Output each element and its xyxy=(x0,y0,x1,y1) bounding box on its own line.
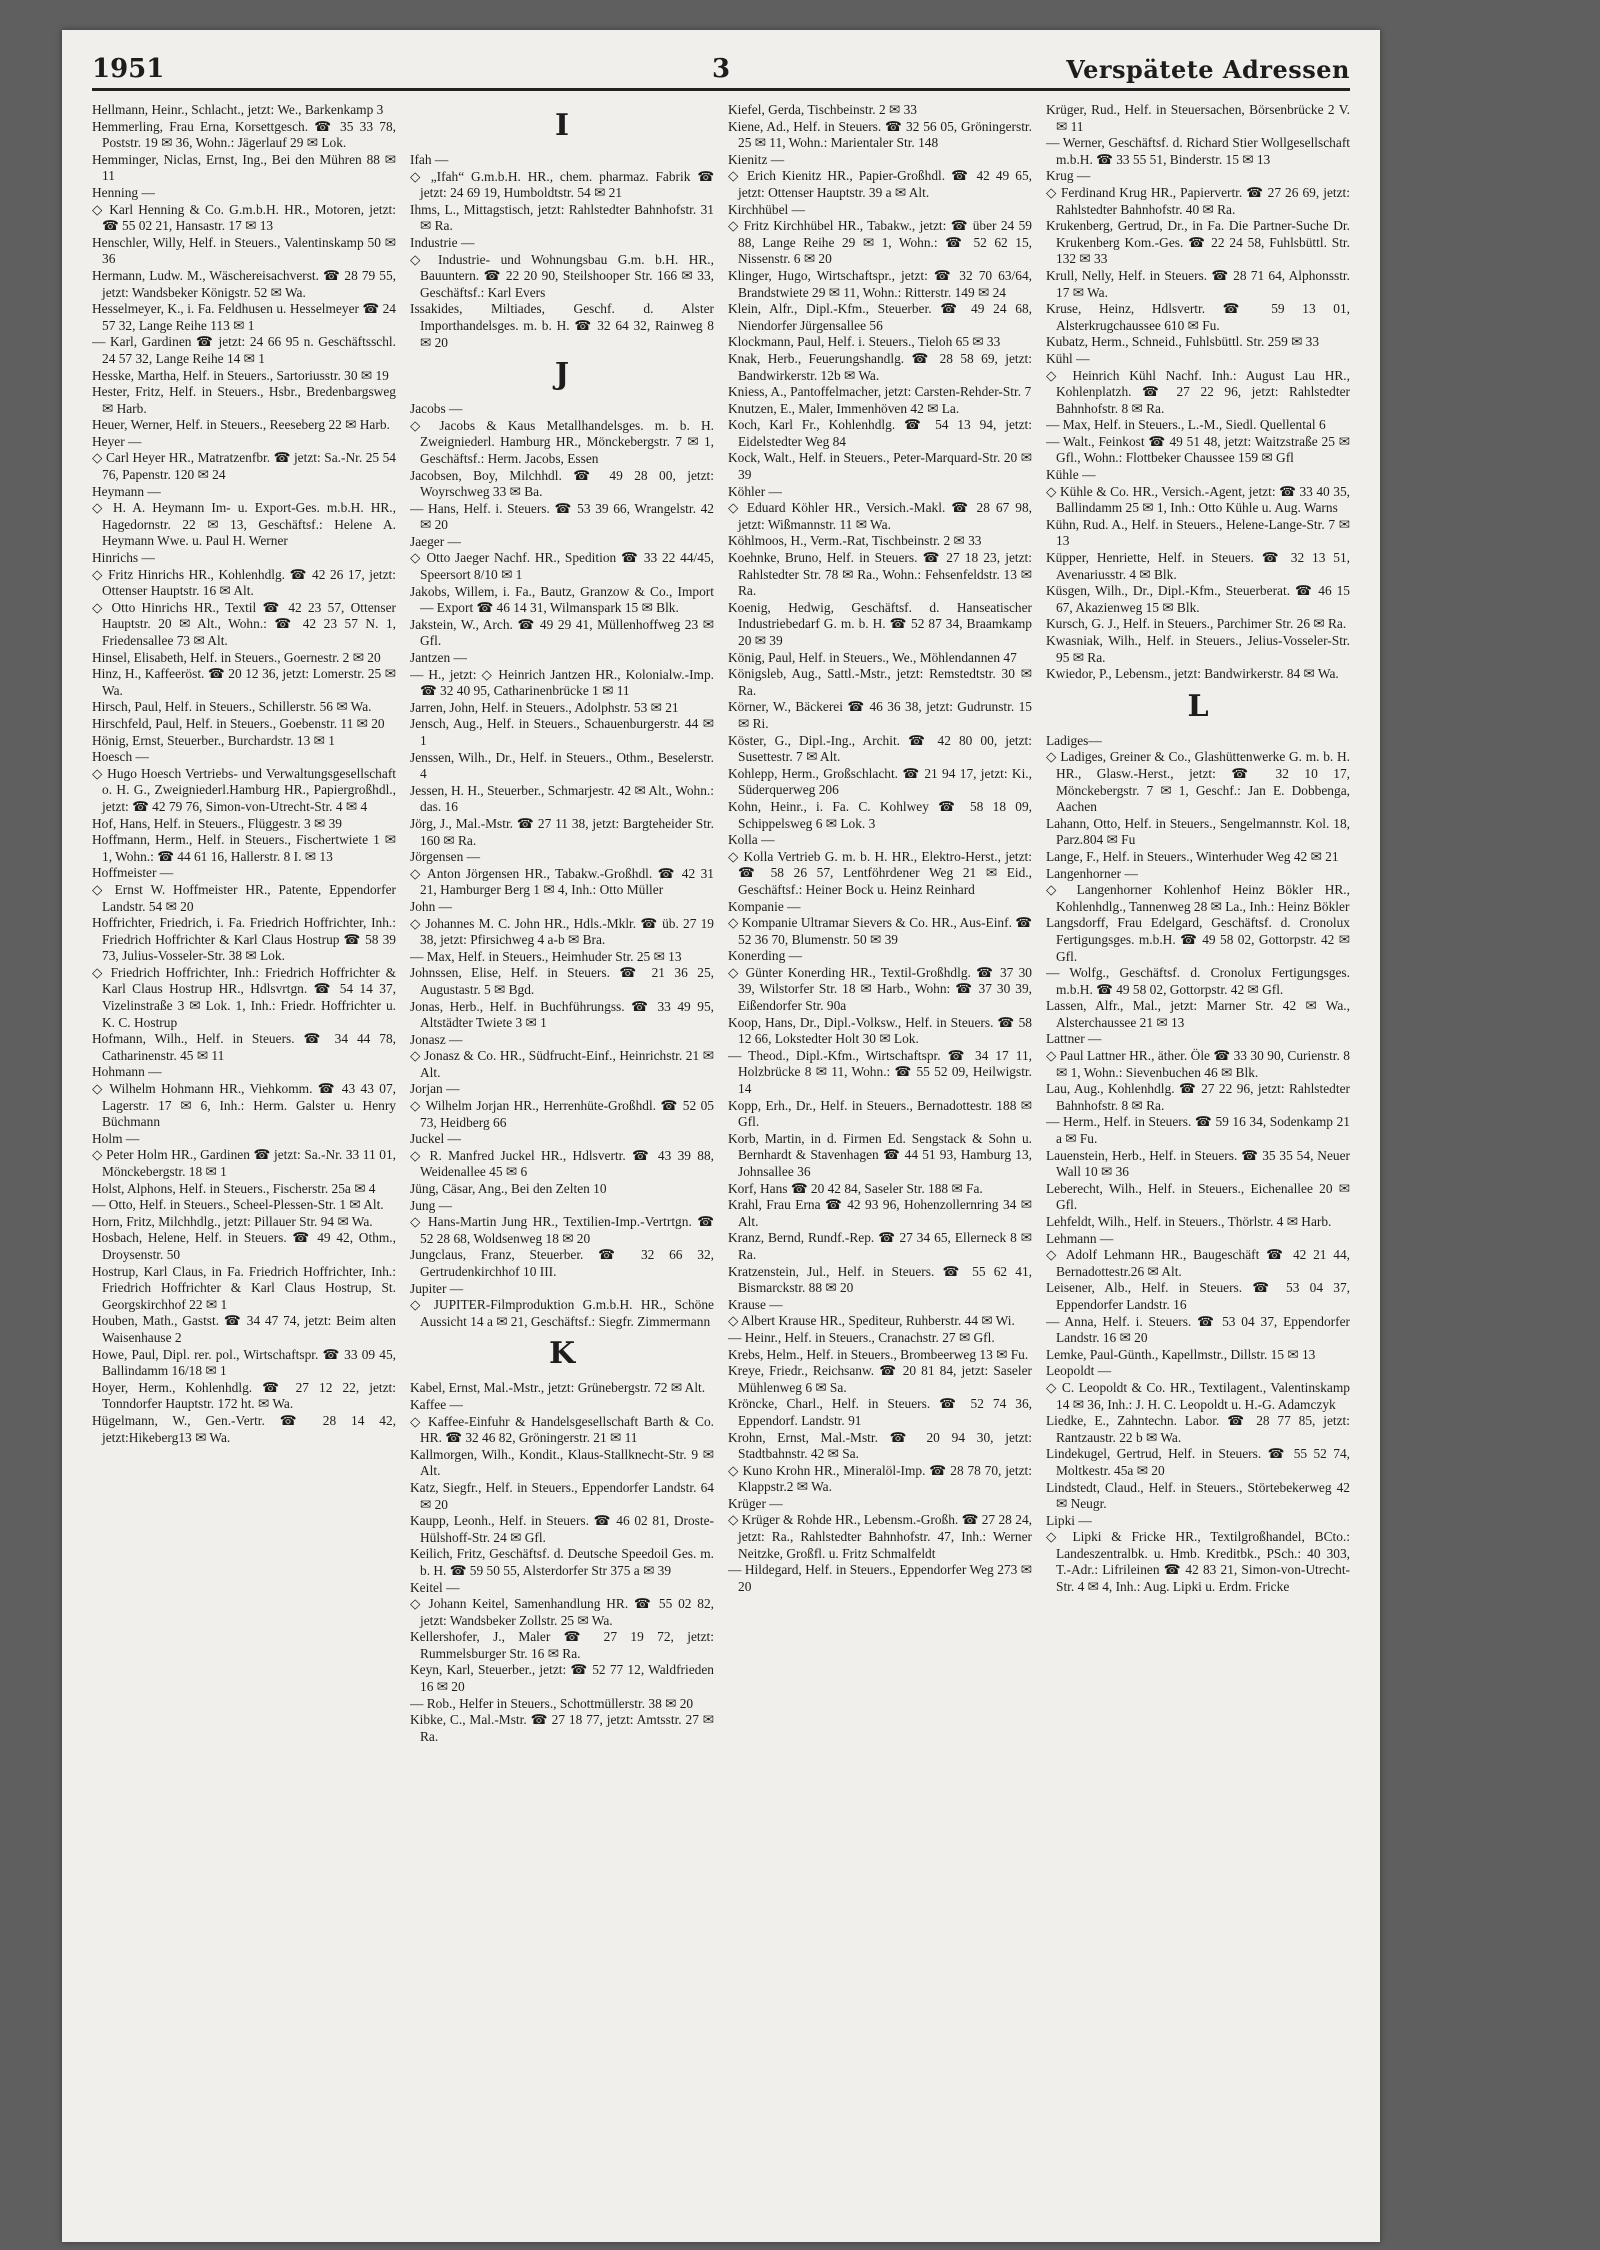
directory-entry: Johnssen, Elise, Helf. in Steuers. ☎ 21 36 25, Augustastr. 5 ✉ Bgd. xyxy=(410,965,714,997)
directory-entry: Hoesch — xyxy=(92,749,149,765)
directory-entry: Köhlmoos, H., Verm.-Rat, Tischbeinstr. 2 ✉ 33 xyxy=(728,533,982,549)
directory-entry: Langenhorner — xyxy=(1046,865,1138,881)
directory-entry: Jensch, Aug., Helf. in Steuers., Schauenburgerstr. 44 ✉ 1 xyxy=(410,716,714,748)
directory-entry: Jacobsen, Boy, Milchhdl. ☎ 49 28 00, jetzt: Woyrschweg 33 ✉ Ba. xyxy=(410,467,714,500)
directory-entry: — Anna, Helf. i. Steuers. ☎ 53 04 37, Eppendorfer Landstr. 16 ✉ 20 xyxy=(1046,1313,1350,1346)
directory-entry: ◇ Kolla Vertrieb G. m. b. H. HR., Elektro-Herst., jetzt: ☎ 58 26 57, Lentföhrdener Weg 21 ✉ Eid., Geschäftsf.: Heiner Bock u. Heinz Reinhard xyxy=(728,848,1032,897)
directory-entry: — Heinr., Helf. in Steuers., Cranachstr. 27 ✉ Gfl. xyxy=(728,1329,995,1345)
directory-entry: ◇ Kompanie Ultramar Sievers & Co. HR., Aus-Einf. ☎ 52 36 70, Blumenstr. 50 ✉ 39 xyxy=(728,915,1032,947)
directory-entry: — Hans, Helf. i. Steuers. ☎ 53 39 66, Wrangelstr. 42 ✉ 20 xyxy=(410,500,714,533)
directory-entry: ◇ Johann Keitel, Samenhandlung HR. ☎ 55 02 82, jetzt: Wandsbeker Zollstr. 25 ✉ Wa. xyxy=(410,1596,714,1628)
directory-entry: Korb, Martin, in d. Firmen Ed. Sengstack & Sohn u. Bernhardt & Stavenhagen ☎ 44 51 93, Hamburg 13, Johnsallee 36 xyxy=(728,1130,1032,1179)
directory-entry: Hofmann, Wilh., Helf. in Steuers. ☎ 34 44 78, Catharinenstr. 45 ✉ 11 xyxy=(92,1031,396,1063)
directory-entry: ◇ Otto Hinrichs HR., Textil ☎ 42 23 57, Ottenser Hauptstr. 20 ✉ Alt., Wohn.: ☎ 42 23 57 N. 1, Friedensallee 73 ✉ Alt. xyxy=(92,599,396,648)
directory-entry: — H., jetzt: ◇ Heinrich Jantzen HR., Kolonialw.-Imp. ☎ 32 40 95, Catharinenbrücke 1 ✉ 11 xyxy=(410,666,714,699)
directory-columns xyxy=(92,102,1350,2222)
directory-entry: Kompanie — xyxy=(728,898,801,914)
section-letter: L xyxy=(1187,688,1209,724)
directory-entry: Houben, Math., Gastst. ☎ 34 47 74, jetzt: Beim alten Waisenhause 2 xyxy=(92,1313,396,1345)
directory-entry: Kabel, Ernst, Mal.-Mstr., jetzt: Grünebergstr. 72 ✉ Alt. xyxy=(410,1380,706,1396)
directory-entry: ◇ Heinrich Kühl Nachf. Inh.: August Lau HR., Kohlenplatzh. ☎ 27 22 96, jetzt: Rahlstedter Bahnhofstr. 8 ✉ Ra. xyxy=(1046,367,1350,416)
directory-entry: Hoyer, Herm., Kohlenhdlg. ☎ 27 12 22, jetzt: Tonndorfer Hauptstr. 172 ht. ✉ Wa. xyxy=(92,1379,396,1412)
directory-entry: ◇ Jacobs & Kaus Metallhandelsges. m. b. H. Zweigniederl. Hamburg HR., Mönckebergstr. 7 ✉ 1, Geschäftsf.: Herm. Jacobs, Essen xyxy=(410,417,714,466)
directory-entry: Klockmann, Paul, Helf. i. Steuers., Tieloh 65 ✉ 33 xyxy=(728,334,1001,350)
directory-entry: Koch, Karl Fr., Kohlenhdlg. ☎ 54 13 94, jetzt: Eidelstedter Weg 84 xyxy=(728,417,1032,449)
directory-entry: Heymann — xyxy=(92,483,161,499)
directory-entry: Lemke, Paul-Günth., Kapellmstr., Dillstr. 15 ✉ 13 xyxy=(1046,1346,1316,1362)
directory-entry: Hosbach, Helene, Helf. in Steuers. ☎ 49 42, Othm., Droysenstr. 50 xyxy=(92,1230,396,1262)
directory-entry: Kniess, A., Pantoffelmacher, jetzt: Carsten-Rehder-Str. 7 xyxy=(728,384,1032,400)
directory-entry: ◇ Eduard Köhler HR., Versich.-Makl. ☎ 28 67 98, jetzt: Wißmannstr. 11 ✉ Wa. xyxy=(728,500,1032,532)
directory-entry: Hesske, Martha, Helf. in Steuers., Sartoriusstr. 30 ✉ 19 xyxy=(92,367,389,383)
directory-entry: Lindstedt, Claud., Helf. in Steuers., Störtebekerweg 42 ✉ Neugr. xyxy=(1046,1479,1350,1512)
directory-entry: Küpper, Henriette, Helf. in Steuers. ☎ 32 13 51, Avenariusstr. 4 ✉ Blk. xyxy=(1046,550,1350,582)
directory-entry: Hester, Fritz, Helf. in Steuers., Hsbr., Bredenbargsweg ✉ Harb. xyxy=(92,384,396,416)
directory-entry: Hoffmann, Herm., Helf. in Steuers., Fischertwiete 1 ✉ 1, Wohn.: ☎ 44 61 16, Hallerstr. 8 I. ✉ 13 xyxy=(92,832,396,864)
directory-entry: Hof, Hans, Helf. in Steuers., Flüggestr. 3 ✉ 39 xyxy=(92,815,342,831)
directory-entry: ◇ Ferdinand Krug HR., Papiervertr. ☎ 27 26 69, jetzt: Rahlstedter Bahnhofstr. 40 ✉ Ra. xyxy=(1046,184,1350,217)
directory-entry: Liedke, E., Zahntechn. Labor. ☎ 28 77 85, jetzt: Rantzaustr. 22 b ✉ Wa. xyxy=(1046,1413,1350,1445)
directory-entry: Körner, W., Bäckerei ☎ 46 36 38, jetzt: Gudrunstr. 15 ✉ Ri. xyxy=(728,699,1032,731)
directory-entry: — Max, Helf. in Steuers., L.-M., Siedl. Quellental 6 xyxy=(1046,417,1326,433)
directory-entry: Lehmann — xyxy=(1046,1230,1114,1246)
directory-entry: Jessen, H. H., Steuerber., Schmarjestr. 42 ✉ Alt., Wohn.: das. 16 xyxy=(410,782,714,815)
directory-entry: — Otto, Helf. in Steuers., Scheel-Plessen-Str. 1 ✉ Alt. xyxy=(92,1197,384,1213)
directory-entry: Jupiter — xyxy=(410,1280,464,1296)
directory-entry: Leopoldt — xyxy=(1046,1363,1112,1379)
directory-entry: ◇ Lipki & Fricke HR., Textilgroßhandel, BCto.: Landeszentralbk. u. Hmb. Kreditbk., PSch.: 40 303, T.-Adr.: Lifrileinen ☎ 42 83 21, Simon-von-Utrecht-Str. 4 ✉ 4, Inh.: Aug. Lipki u. Erdm. Fricke xyxy=(1046,1529,1350,1595)
column-1 xyxy=(92,102,396,2222)
directory-entry: Horn, Fritz, Milchhdlg., jetzt: Pillauer Str. 94 ✉ Wa. xyxy=(92,1213,373,1229)
directory-entry: ◇ H. A. Heymann Im- u. Export-Ges. m.b.H. HR., Hagedornstr. 22 ✉ 13, Geschäftsf.: Helene A. Heymann Wwe. u. Paul H. Werner xyxy=(92,500,396,549)
directory-entry: Heyer — xyxy=(92,433,142,449)
directory-entry: Krüger, Rud., Helf. in Steuersachen, Börsenbrücke 2 V. ✉ 11 xyxy=(1046,102,1350,134)
directory-entry: Jacobs — xyxy=(410,401,463,417)
directory-entry: Juckel — xyxy=(410,1131,461,1147)
directory-entry: Lipki — xyxy=(1046,1512,1092,1528)
directory-entry: ◇ Kuno Krohn HR., Mineralöl-Imp. ☎ 28 78 70, jetzt: Klappstr.2 ✉ Wa. xyxy=(728,1462,1032,1495)
directory-entry: Krull, Nelly, Helf. in Steuers. ☎ 28 71 64, Alphonsstr. 17 ✉ Wa. xyxy=(1046,267,1350,300)
directory-entry: Jonasz — xyxy=(410,1031,463,1047)
directory-entry: Kühn, Rud. A., Helf. in Steuers., Helene-Lange-Str. 7 ✉ 13 xyxy=(1046,516,1350,549)
directory-entry: Jonas, Herb., Helf. in Buchführungss. ☎ 33 49 95, Altstädter Twiete 3 ✉ 1 xyxy=(410,998,714,1031)
directory-entry: ◇ Karl Henning & Co. G.m.b.H. HR., Motoren, jetzt: ☎ 55 02 21, Hansastr. 17 ✉ 13 xyxy=(92,201,396,234)
directory-page xyxy=(62,30,1380,2242)
directory-entry: Kallmorgen, Wilh., Kondit., Klaus-Stallknecht-Str. 9 ✉ Alt. xyxy=(410,1446,714,1479)
directory-entry: Keyn, Karl, Steuerber., jetzt: ☎ 52 77 12, Waldfrieden 16 ✉ 20 xyxy=(410,1662,714,1695)
section-letter: K xyxy=(548,1336,576,1372)
directory-entry: — Karl, Gardinen ☎ jetzt: 24 66 95 n. Geschäftsschl. 24 57 32, Lange Reihe 14 ✉ 1 xyxy=(92,334,396,366)
directory-entry: — Max, Helf. in Steuers., Heimhuder Str. 25 ✉ 13 xyxy=(410,948,682,964)
directory-entry: Hoffmeister — xyxy=(92,865,174,881)
directory-entry: Köhler — xyxy=(728,483,782,499)
directory-entry: ◇ R. Manfred Juckel HR., Hdlsvertr. ☎ 43 39 88, Weidenallee 45 ✉ 6 xyxy=(410,1147,714,1180)
directory-entry: Klein, Alfr., Dipl.-Kfm., Steuerber. ☎ 49 24 68, Niendorfer Jürgensallee 56 xyxy=(728,301,1032,333)
directory-entry: Hohmann — xyxy=(92,1064,162,1080)
directory-entry: ◇ „Ifah“ G.m.b.H. HR., chem. pharmaz. Fabrik ☎ jetzt: 24 69 19, Humboldtstr. 54 ✉ 21 xyxy=(410,168,714,201)
directory-entry: Knutzen, E., Maler, Immenhöven 42 ✉ La. xyxy=(728,400,960,416)
directory-entry: Keilich, Fritz, Geschäftsf. d. Deutsche Speedoil Ges. m. b. H. ☎ 59 50 55, Alsterdorfer Str 375 a ✉ 39 xyxy=(410,1546,714,1578)
directory-entry: ◇ Carl Heyer HR., Matratzenfbr. ☎ jetzt: Sa.-Nr. 25 54 76, Papenstr. 120 ✉ 24 xyxy=(92,450,396,483)
directory-entry: Kubatz, Herm., Schneid., Fuhlsbüttl. Str. 259 ✉ 33 xyxy=(1046,334,1320,350)
directory-entry: Kolla — xyxy=(728,832,775,848)
directory-entry: Issakides, Miltiades, Geschf. d. Alster Importhandelsges. m. b. H. ☎ 32 64 32, Rainweg 8 ✉ 20 xyxy=(410,301,714,350)
directory-entry: Hinsel, Elisabeth, Helf. in Steuers., Goernestr. 2 ✉ 20 xyxy=(92,649,381,665)
directory-entry: Leberecht, Wilh., Helf. in Steuers., Eichenallee 20 ✉ Gfl. xyxy=(1046,1180,1350,1213)
directory-entry: Jakstein, W., Arch. ☎ 49 29 41, Müllenhoffweg 23 ✉ Gfl. xyxy=(410,616,714,649)
directory-entry: Hönig, Ernst, Steuerber., Burchardstr. 13 ✉ 1 xyxy=(92,732,335,748)
directory-entry: Ladiges— xyxy=(1046,732,1102,748)
directory-entry: Holst, Alphons, Helf. in Steuers., Fischerstr. 25a ✉ 4 xyxy=(92,1180,376,1196)
directory-entry: Jungclaus, Franz, Steuerber. ☎ 32 66 32, Gertrudenkirchhof 10 III. xyxy=(410,1247,714,1279)
directory-entry: Hostrup, Karl Claus, in Fa. Friedrich Hoffrichter, Inh.: Friedrich Hoffrichter & Karl Claus Hostrup, St. Georgskirchhof 22 ✉ 1 xyxy=(92,1263,396,1312)
page-year: 1951 xyxy=(92,54,165,84)
directory-entry: Hinrichs — xyxy=(92,550,155,566)
directory-entry: Lindekugel, Gertrud, Helf. in Steuers. ☎ 55 52 74, Moltkestr. 45a ✉ 20 xyxy=(1046,1446,1350,1478)
directory-entry: — Wolfg., Geschäftsf. d. Cronolux Fertigungsges. m.b.H. ☎ 49 58 02, Gottorpstr. 42 ✉ Gfl. xyxy=(1046,965,1350,997)
directory-entry: Heuer, Werner, Helf. in Steuers., Reeseberg 22 ✉ Harb. xyxy=(92,417,390,433)
directory-entry: Krause — xyxy=(728,1296,783,1312)
directory-entry: Henschler, Willy, Helf. in Steuers., Valentinskamp 50 ✉ 36 xyxy=(92,234,396,267)
directory-entry: Kranz, Bernd, Rundf.-Rep. ☎ 27 34 65, Ellerneck 8 ✉ Ra. xyxy=(728,1230,1032,1262)
directory-entry: Knak, Herb., Feuerungshandlg. ☎ 28 58 69, jetzt: Bandwirkerstr. 12b ✉ Wa. xyxy=(728,350,1032,383)
directory-entry: Hemmerling, Frau Erna, Korsettgesch. ☎ 35 33 78, Poststr. 19 ✉ 36, Wohn.: Jägerlauf 29 ✉ Lok. xyxy=(92,118,396,151)
directory-entry: Industrie — xyxy=(410,234,475,250)
directory-entry: Lattner — xyxy=(1046,1031,1102,1047)
directory-entry: Kiene, Ad., Helf. in Steuers. ☎ 32 56 05, Gröningerstr. 25 ✉ 11, Wohn.: Marientaler Str. 148 xyxy=(728,118,1032,151)
directory-entry: Königsleb, Aug., Sattl.-Mstr., jetzt: Remstedtstr. 30 ✉ Ra. xyxy=(728,666,1032,698)
column-2 xyxy=(410,102,714,2222)
directory-entry: Jarren, John, Helf. in Steuers., Adolphstr. 53 ✉ 21 xyxy=(410,699,679,715)
section-title: Verspätete Adressen xyxy=(1066,55,1350,84)
directory-entry: Kock, Walt., Helf. in Steuers., Peter-Marquard-Str. 20 ✉ 39 xyxy=(728,450,1032,483)
directory-entry: Ifah — xyxy=(410,152,449,167)
directory-entry: Lassen, Alfr., Mal., jetzt: Marner Str. 42 ✉ Wa., Alsterchaussee 21 ✉ 13 xyxy=(1046,998,1350,1030)
directory-entry: Lehfeldt, Wilh., Helf. in Steuers., Thörlstr. 4 ✉ Harb. xyxy=(1046,1214,1332,1229)
directory-entry: Kirchhübel — xyxy=(728,201,805,217)
directory-entry: ◇ Anton Jörgensen HR., Tabakw.-Großhdl. ☎ 42 31 21, Hamburger Berg 1 ✉ 4, Inh.: Otto Müller xyxy=(410,865,714,898)
directory-entry: ◇ Wilhelm Hohmann HR., Viehkomm. ☎ 43 43 07, Lagerstr. 17 ✉ 6, Inh.: Herm. Galster u. Henry Büchmann xyxy=(92,1081,396,1130)
directory-entry: Krohn, Ernst, Mal.-Mstr. ☎ 20 94 30, jetzt: Stadtbahnstr. 42 ✉ Sa. xyxy=(728,1429,1032,1462)
directory-entry: ◇ JUPITER-Filmproduktion G.m.b.H. HR., Schöne Aussicht 14 a ✉ 21, Geschäftsf.: Siegfr. Zimmermann xyxy=(410,1297,714,1329)
directory-entry: Jorjan — xyxy=(410,1081,460,1097)
directory-entry: — Hildegard, Helf. in Steuers., Eppendorfer Weg 273 ✉ 20 xyxy=(728,1562,1032,1594)
section-letter: I xyxy=(554,108,570,143)
directory-entry: Keitel — xyxy=(410,1579,460,1595)
directory-entry: John — xyxy=(410,898,453,914)
directory-entry: ◇ Paul Lattner HR., äther. Öle ☎ 33 30 90, Curienstr. 8 ✉ 1, Wohn.: Sievenbuchen 46 ✉ Blk. xyxy=(1046,1048,1350,1080)
directory-entry: Hirschfeld, Paul, Helf. in Steuers., Goebenstr. 11 ✉ 20 xyxy=(92,715,385,731)
column-3 xyxy=(728,102,1032,2222)
directory-entry: Kopp, Erh., Dr., Helf. in Steuers., Bernadottestr. 188 ✉ Gfl. xyxy=(728,1097,1032,1130)
directory-entry: — Theod., Dipl.-Kfm., Wirtschaftspr. ☎ 34 17 11, Holzbrücke 8 ✉ 11, Wohn.: ☎ 55 52 09, Heilwigstr. 14 xyxy=(728,1047,1032,1097)
directory-entry: König, Paul, Helf. in Steuers., We., Möhlendannen 47 xyxy=(728,649,1017,665)
directory-entry: ◇ Krüger & Rohde HR., Lebensm.-Großh. ☎ 27 28 24, jetzt: Ra., Rahlstedter Bahnhofstr. 47, Inh.: Werner Neitzke, Großfl. u. Fritz Schmalfeldt xyxy=(728,1512,1032,1561)
directory-entry: Kursch, G. J., Helf. in Steuers., Parchimer Str. 26 ✉ Ra. xyxy=(1046,616,1347,632)
directory-entry: ◇ Industrie- und Wohnungsbau G.m. b.H. HR., Bauuntern. ☎ 22 20 90, Steilshooper Str. 166 ✉ 33, Geschäftsf.: Karl Evers xyxy=(410,251,714,300)
directory-entry: Kühl — xyxy=(1046,350,1090,366)
directory-entry: Lahann, Otto, Helf. in Steuers., Sengelmannstr. Kol. 18, Parz.804 ✉ Fu xyxy=(1046,815,1350,848)
directory-entry: Hellmann, Heinr., Schlacht., jetzt: We., Barkenkamp 3 xyxy=(92,102,384,117)
directory-entry: Hoffrichter, Friedrich, i. Fa. Friedrich Hoffrichter, Inh.: Friedrich Hoffrichter & Karl Claus Hostrup ☎ 58 39 73, Julius-Vosseler-Str. 38 ✉ Lok. xyxy=(92,915,396,964)
directory-entry: Konerding — xyxy=(728,948,803,964)
directory-entry: ◇ Johannes M. C. John HR., Hdls.-Mklr. ☎ üb. 27 19 38, jetzt: Pfirsichweg 4 a-b ✉ Bra. xyxy=(410,915,714,948)
directory-entry: ◇ Hugo Hoesch Vertriebs- und Verwaltungsgesellschaft o. H. G., Zweigniederl.Hamburg HR., Papiergroßhdl., jetzt: ☎ 42 79 76, Simon-von-Utrecht-Str. 4 ✉ 4 xyxy=(92,765,396,814)
directory-entry: Krahl, Frau Erna ☎ 42 93 96, Hohenzollernring 34 ✉ Alt. xyxy=(728,1197,1032,1229)
directory-entry: ◇ Kühle & Co. HR., Versich.-Agent, jetzt: ☎ 33 40 35, Ballindamm 25 ✉ 1, Inh.: Otto Kühle u. Aug. Warns xyxy=(1046,483,1350,516)
directory-entry: Kohn, Heinr., i. Fa. C. Kohlwey ☎ 58 18 09, Schippelsweg 6 ✉ Lok. 3 xyxy=(728,798,1032,831)
directory-entry: Korf, Hans ☎ 20 42 84, Saseler Str. 188 ✉ Fa. xyxy=(728,1180,983,1196)
page-header xyxy=(92,48,1350,91)
directory-entry: Küsgen, Wilh., Dr., Dipl.-Kfm., Steuerberat. ☎ 46 15 67, Akazienweg 15 ✉ Blk. xyxy=(1046,583,1350,615)
directory-entry: ◇ Hans-Martin Jung HR., Textilien-Imp.-Vertrtgn. ☎ 52 28 68, Woldsenweg 18 ✉ 20 xyxy=(410,1214,714,1246)
directory-entry: Hügelmann, W., Gen.-Vertr. ☎ 28 14 42, jetzt:Hikeberg13 ✉ Wa. xyxy=(92,1412,396,1445)
directory-entry: Kellershofer, J., Maler ☎ 27 19 72, jetzt: Rummelsburger Str. 16 ✉ Ra. xyxy=(410,1629,714,1661)
directory-entry: ◇ Ladiges, Greiner & Co., Glashüttenwerke G. m. b. H. HR., Glasw.-Herst., jetzt: ☎ 32 10 17, Mönckebergstr. 7 ✉ 1, Geschf.: Jan E. Dobbenga, Aachen xyxy=(1046,749,1350,815)
directory-entry: ◇ Fritz Kirchhübel HR., Tabakw., jetzt: ☎ über 24 59 88, Lange Reihe 29 ✉ 1, Wohn.: ☎ 52 62 15, Nissenstr. 6 ✉ 20 xyxy=(728,218,1032,267)
directory-entry: Kaupp, Leonh., Helf. in Steuers. ☎ 46 02 81, Droste-Hülshoff-Str. 24 ✉ Gfl. xyxy=(410,1513,714,1545)
directory-entry: Jenssen, Wilh., Dr., Helf. in Steuers., Othm., Beselerstr. 4 xyxy=(410,749,714,782)
directory-entry: Lau, Aug., Kohlenhdlg. ☎ 27 22 96, jetzt: Rahlstedter Bahnhofstr. 8 ✉ Ra. xyxy=(1046,1081,1350,1113)
directory-entry: ◇ Fritz Hinrichs HR., Kohlenhdlg. ☎ 42 26 17, jetzt: Ottenser Hauptstr. 16 ✉ Alt. xyxy=(92,566,396,599)
directory-entry: Kiefel, Gerda, Tischbeinstr. 2 ✉ 33 xyxy=(728,102,917,117)
directory-entry: Jaeger — xyxy=(410,533,461,549)
directory-entry: Kibke, C., Mal.-Mstr. ☎ 27 18 77, jetzt: Amtsstr. 27 ✉ Ra. xyxy=(410,1712,714,1744)
directory-entry: ◇ Kaffee-Einfuhr & Handelsgesellschaft Barth & Co. HR. ☎ 32 46 82, Gröningerstr. 21 ✉ 11 xyxy=(410,1413,714,1446)
directory-entry: Hinz, H., Kaffeeröst. ☎ 20 12 36, jetzt: Lomerstr. 25 ✉ Wa. xyxy=(92,666,396,698)
directory-entry: Koehnke, Bruno, Helf. in Steuers. ☎ 27 18 23, jetzt: Rahlstedter Str. 78 ✉ Ra., Wohn.: Fehsenfeldstr. 13 ✉ Ra. xyxy=(728,550,1032,599)
directory-entry: Kaffee — xyxy=(410,1396,463,1412)
column-4 xyxy=(1046,102,1350,2222)
directory-entry: — Walt., Feinkost ☎ 49 51 48, jetzt: Waitzstraße 25 ✉ Gfl., Wohn.: Flottbeker Chaussee 159 ✉ Gfl xyxy=(1046,433,1350,466)
directory-entry: Katz, Siegfr., Helf. in Steuers., Eppendorfer Landstr. 64 ✉ 20 xyxy=(410,1479,714,1512)
directory-entry: Howe, Paul, Dipl. rer. pol., Wirtschaftspr. ☎ 33 09 45, Ballindamm 16/18 ✉ 1 xyxy=(92,1346,396,1379)
directory-entry: Jüng, Cäsar, Ang., Bei den Zelten 10 xyxy=(410,1181,607,1197)
directory-entry: Hesselmeyer, K., i. Fa. Feldhusen u. Hesselmeyer ☎ 24 57 32, Lange Reihe 113 ✉ 1 xyxy=(92,301,396,333)
directory-entry: Jörg, J., Mal.-Mstr. ☎ 27 11 38, jetzt: Bargteheider Str. 160 ✉ Ra. xyxy=(410,815,714,848)
directory-entry: Koenig, Hedwig, Geschäftsf. d. Hanseatischer Industriebedarf G. m. b. H. ☎ 52 87 34, Braamkamp 20 ✉ 39 xyxy=(728,599,1032,648)
directory-entry: Hermann, Ludw. M., Wäschereisachverst. ☎ 28 79 55, jetzt: Wandsbeker Königstr. 52 ✉ Wa. xyxy=(92,267,396,300)
directory-entry: Holm — xyxy=(92,1130,140,1146)
directory-entry: Köster, G., Dipl.-Ing., Archit. ☎ 42 80 00, jetzt: Susettestr. 7 ✉ Alt. xyxy=(728,732,1032,765)
directory-entry: Kruse, Heinz, Hdlsvertr. ☎ 59 13 01, Alsterkrugchaussee 610 ✉ Fu. xyxy=(1046,301,1350,333)
section-letter: J xyxy=(554,357,570,393)
directory-entry: Jakobs, Willem, i. Fa., Bautz, Granzow & Co., Import — Export ☎ 46 14 31, Wilmanspark 15 ✉ Blk. xyxy=(410,583,714,616)
directory-entry: ◇ Adolf Lehmann HR., Baugeschäft ☎ 42 21 44, Bernadottestr.26 ✉ Alt. xyxy=(1046,1247,1350,1279)
directory-entry: Krug — xyxy=(1046,168,1091,184)
directory-entry: Ihms, L., Mittagstisch, jetzt: Rahlstedter Bahnhofstr. 31 ✉ Ra. xyxy=(410,201,714,234)
directory-entry: ◇ Peter Holm HR., Gardinen ☎ jetzt: Sa.-Nr. 33 11 01, Mönckebergstr. 18 ✉ 1 xyxy=(92,1147,396,1179)
directory-entry: Klinger, Hugo, Wirtschaftspr., jetzt: ☎ 32 70 63/64, Brandstwiete 29 ✉ 11, Wohn.: Ritterstr. 149 ✉ 24 xyxy=(728,267,1032,300)
directory-entry: Kröncke, Charl., Helf. in Steuers. ☎ 52 74 36, Eppendorf. Landstr. 91 xyxy=(728,1396,1032,1428)
directory-entry: Kienitz — xyxy=(728,151,785,167)
directory-entry: Kwiedor, P., Lebensm., jetzt: Bandwirkerstr. 84 ✉ Wa. xyxy=(1046,666,1339,682)
directory-entry: ◇ Langenhorner Kohlenhof Heinz Bökler HR., Kohlenhdlg., Tannenweg 28 ✉ La., Inh.: Heinz Bökler xyxy=(1046,882,1350,914)
directory-entry: ◇ C. Leopoldt & Co. HR., Textilagent., Valentinskamp 14 ✉ 36, Inh.: J. H. C. Leopoldt u. H.-G. Adamczyk xyxy=(1046,1379,1350,1412)
directory-entry: Lauenstein, Herb., Helf. in Steuers. ☎ 35 35 54, Neuer Wall 10 ✉ 36 xyxy=(1046,1147,1350,1180)
directory-entry: ◇ Otto Jaeger Nachf. HR., Spedition ☎ 33 22 44/45, Speersort 8/10 ✉ 1 xyxy=(410,550,714,583)
directory-entry: Hirsch, Paul, Helf. in Steuers., Schillerstr. 56 ✉ Wa. xyxy=(92,699,372,715)
directory-entry: Kühle — xyxy=(1046,467,1096,483)
directory-entry: ◇ Wilhelm Jorjan HR., Herrenhüte-Großhdl. ☎ 52 05 73, Heidberg 66 xyxy=(410,1098,714,1130)
directory-entry: Krebs, Helm., Helf. in Steuers., Brombeerweg 13 ✉ Fu. xyxy=(728,1346,1029,1362)
directory-entry: ◇ Albert Krause HR., Spediteur, Ruhberstr. 44 ✉ Wi. xyxy=(728,1313,1015,1329)
page-number: 3 xyxy=(711,54,731,84)
directory-entry: Kreye, Friedr., Reichsanw. ☎ 20 81 84, jetzt: Saseler Mühlenweg 6 ✉ Sa. xyxy=(728,1363,1032,1395)
directory-entry: — Herm., Helf. in Steuers. ☎ 59 16 34, Sodenkamp 21 a ✉ Fu. xyxy=(1046,1114,1350,1147)
directory-entry: Jantzen — xyxy=(410,650,467,666)
directory-entry: Jung — xyxy=(410,1197,453,1213)
directory-entry: ◇ Ernst W. Hoffmeister HR., Patente, Eppendorfer Landstr. 54 ✉ 20 xyxy=(92,881,396,914)
directory-entry: ◇ Friedrich Hoffrichter, Inh.: Friedrich Hoffrichter & Karl Claus Hostrup HR., Hdlsvrtgn. ☎ 54 14 37, Vizelinstraße 3 ✉ Lok. 1, Inh.: Friedr. Hoffrichter u. K. C. Hostrup xyxy=(92,964,396,1030)
directory-entry: Henning — xyxy=(92,184,155,200)
directory-entry: Krukenberg, Gertrud, Dr., in Fa. Die Partner-Suche Dr. Krukenberg Kom.-Ges. ☎ 22 24 58, Fuhlsbüttl. Str. 132 ✉ 33 xyxy=(1046,218,1350,267)
directory-entry: Kohlepp, Herm., Großschlacht. ☎ 21 94 17, jetzt: Ki., Süderquerweg 206 xyxy=(728,765,1032,798)
directory-entry: Krüger — xyxy=(728,1495,783,1511)
directory-entry: Koop, Hans, Dr., Dipl.-Volksw., Helf. in Steuers. ☎ 58 12 66, Lokstedter Holt 30 ✉ Lok. xyxy=(728,1014,1032,1047)
directory-entry: ◇ Erich Kienitz HR., Papier-Großhdl. ☎ 42 49 65, jetzt: Ottenser Hauptstr. 39 a ✉ Alt. xyxy=(728,168,1032,200)
directory-entry: Leisener, Alb., Helf. in Steuers. ☎ 53 04 37, Eppendorfer Landstr. 16 xyxy=(1046,1280,1350,1312)
directory-entry: Langsdorff, Frau Edelgard, Geschäftsf. d. Cronolux Fertigungsges. m.b.H. ☎ 49 58 02, Gottorpstr. 42 ✉ Gfl. xyxy=(1046,915,1350,964)
directory-entry: Lange, F., Helf. in Steuers., Winterhuder Weg 42 ✉ 21 xyxy=(1046,848,1339,864)
directory-entry: Hemminger, Niclas, Ernst, Ing., Bei den Mühren 88 ✉ 11 xyxy=(92,151,396,184)
directory-entry: — Werner, Geschäftsf. d. Richard Stier Wollgesellschaft m.b.H. ☎ 33 55 51, Binderstr. 15 ✉ 13 xyxy=(1046,135,1350,167)
directory-entry: Jörgensen — xyxy=(410,849,481,865)
directory-entry: — Rob., Helfer in Steuers., Schottmüllerstr. 38 ✉ 20 xyxy=(410,1695,694,1711)
directory-entry: ◇ Günter Konerding HR., Textil-Großhdlg. ☎ 37 30 39, Wilstorfer Str. 18 ✉ Harb., Wohn: ☎ 37 30 39, Eißendorfer Str. 90a xyxy=(728,964,1032,1014)
directory-entry: ◇ Jonasz & Co. HR., Südfrucht-Einf., Heinrichstr. 21 ✉ Alt. xyxy=(410,1048,714,1080)
directory-entry: Kwasniak, Wilh., Helf. in Steuers., Jelius-Vosseler-Str. 95 ✉ Ra. xyxy=(1046,633,1350,665)
directory-entry: Kratzenstein, Jul., Helf. in Steuers. ☎ 55 62 41, Bismarckstr. 88 ✉ 20 xyxy=(728,1263,1032,1296)
